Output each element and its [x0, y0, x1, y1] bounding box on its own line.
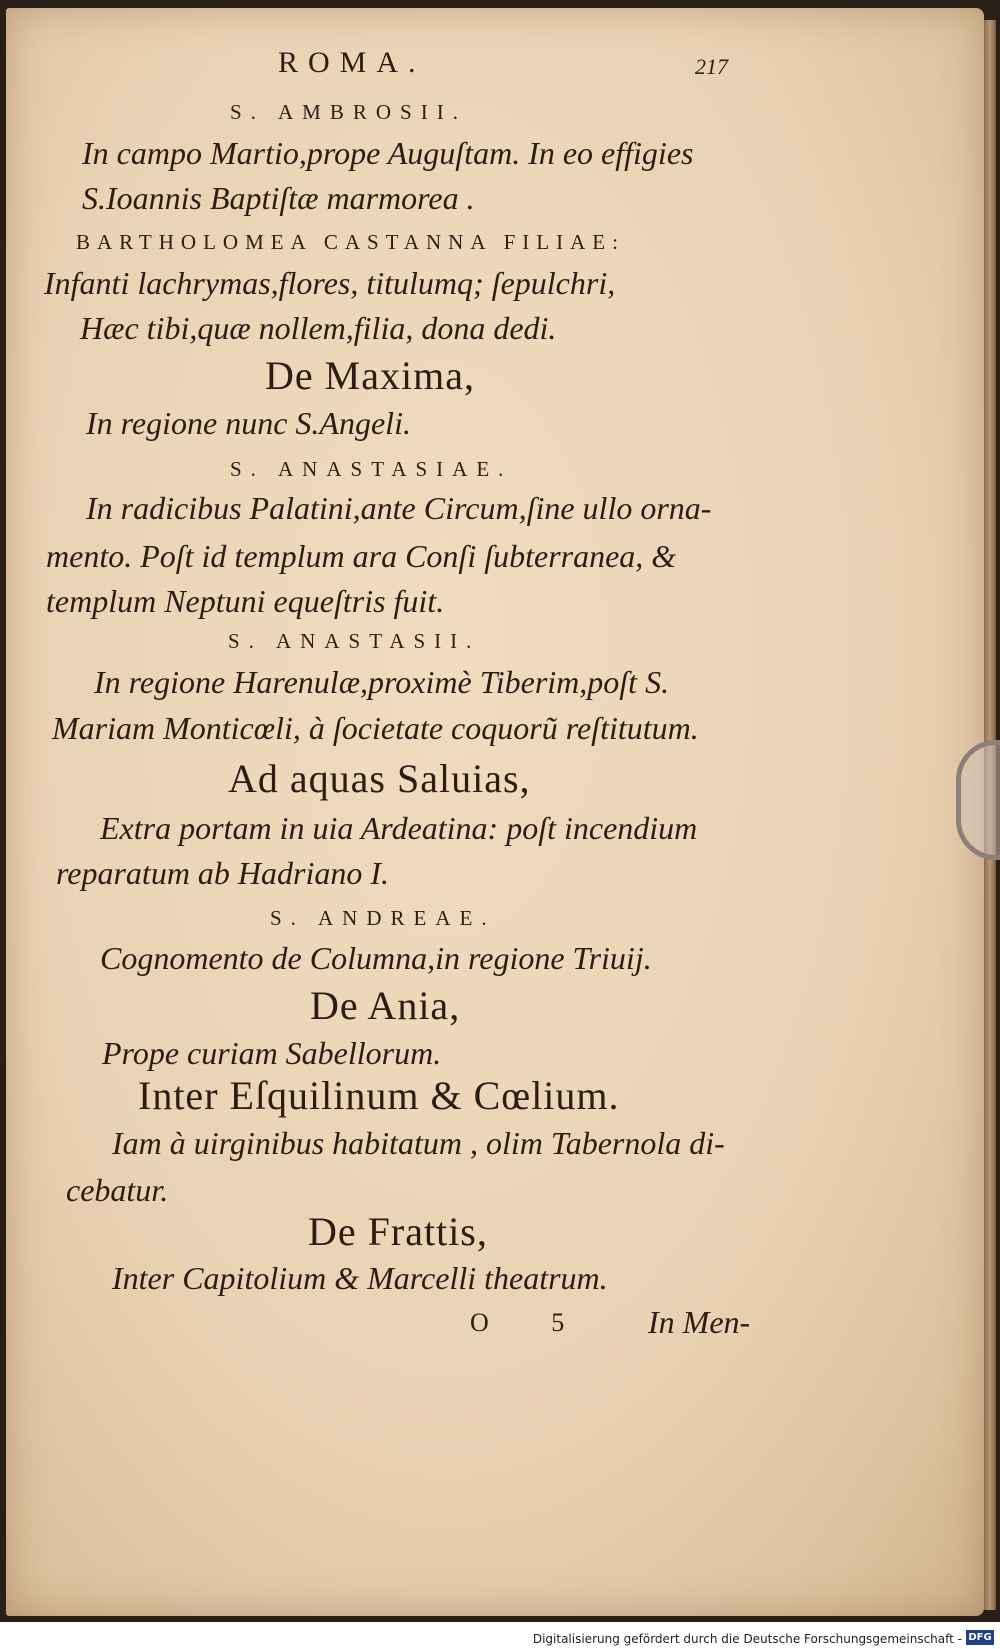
- section-title: Inter Eſquilinum & Cœlium.: [138, 1073, 620, 1118]
- text-line: cebatur.: [66, 1172, 169, 1208]
- section-heading: S. ANASTASIAE.: [230, 457, 513, 481]
- section-heading: S. AMBROSII.: [230, 100, 467, 124]
- catchword: In Men-: [648, 1304, 751, 1340]
- section-heading: S. ANDREAE.: [270, 906, 496, 930]
- running-title: ROMA.: [278, 46, 426, 79]
- section-title: De Frattis,: [308, 1209, 488, 1254]
- text-line: Prope curiam Sabellorum.: [102, 1035, 442, 1071]
- funding-note: Digitalisierung gefördert durch die Deutsche Forschungsgemeinschaft -: [532, 1632, 962, 1646]
- text-line: Mariam Monticœli, à ſocietate coquorũ reſtitutum.: [52, 710, 699, 746]
- page-number: 217: [695, 54, 728, 79]
- section-heading: S. ANASTASII.: [228, 629, 481, 653]
- text-line: Iam à uirginibus habitatum , olim Tabernola di-: [112, 1125, 725, 1161]
- text-line: In radicibus Palatini,ante Circum,ſine ullo orna-: [86, 490, 712, 526]
- verse-line: Hæc tibi,quæ nollem,filia, dona dedi.: [80, 310, 557, 346]
- dfg-logo: DFG: [966, 1630, 994, 1645]
- text-line: reparatum ab Hadriano I.: [56, 855, 390, 891]
- signature-mark: O 5: [470, 1308, 593, 1337]
- text-line: In campo Martio,prope Auguſtam. In eo effigies: [82, 135, 694, 171]
- text-line: Inter Capitolium & Marcelli theatrum.: [112, 1260, 608, 1296]
- text-line: mento. Poſt id templum ara Conſi ſubterranea, &: [46, 538, 677, 574]
- text-line: In regione Harenulæ,proximè Tiberim,poſt S.: [94, 664, 670, 700]
- verse-line: Infanti lachrymas,flores, titulumq; ſepulchri,: [44, 265, 616, 301]
- section-title: De Maxima,: [265, 353, 475, 398]
- text-line: In regione nunc S.Angeli.: [86, 405, 411, 441]
- text-line: Extra portam in uia Ardeatina: poſt incendium: [100, 810, 698, 846]
- text-line: S.Ioannis Baptiſtæ marmorea .: [82, 180, 475, 216]
- section-title: De Ania,: [310, 983, 461, 1028]
- page-clasp: [956, 740, 1000, 860]
- text-line: Cognomento de Columna,in regione Triuij.: [100, 940, 652, 976]
- text-line: templum Neptuni equeſtris fuit.: [46, 583, 445, 619]
- section-title: Ad aquas Saluias,: [228, 756, 531, 801]
- inscription-heading: BARTHOLOMEA CASTANNA FILIAE:: [76, 230, 625, 254]
